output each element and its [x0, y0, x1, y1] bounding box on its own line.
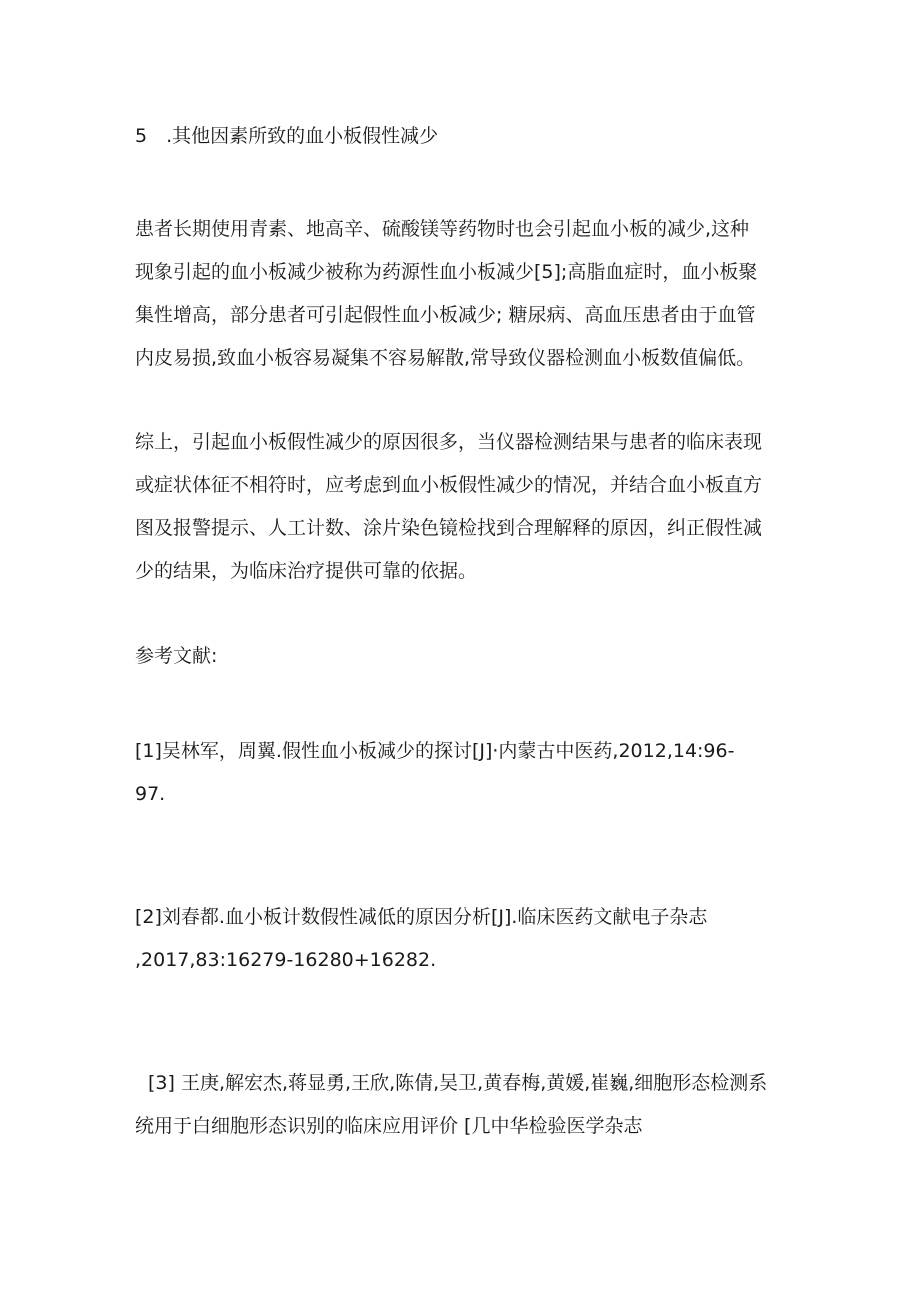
paragraph-line: 内皮易损,致血小板容易凝集不容易解散,常导致仪器检测血小板数值偏低。: [135, 347, 756, 369]
section-heading: 5 .其他因素所致的血小板假性减少: [135, 125, 439, 147]
paragraph-line: 图及报警提示、人工计数、涂片染色镜检找到合理解释的原因，纠正假性减: [135, 517, 763, 539]
paragraph-line: 综上，引起血小板假性减少的原因很多，当仪器检测结果与患者的临床表现: [135, 431, 763, 453]
reference-line: [3] 王庚,解宏杰,蒋显勇,王欣,陈倩,吴卫,黄春梅,黄媛,崔巍,细胞形态检测系: [148, 1072, 768, 1094]
paragraph-line: 现象引起的血小板减少被称为药源性血小板减少[5];高脂血症时，血小板聚: [135, 261, 758, 283]
reference-line: ,2017,83:16279-16280+16282.: [135, 949, 437, 971]
paragraph-line: 少的结果，为临床治疗提供可靠的依据。: [135, 560, 478, 582]
reference-line: [2]刘春都.血小板计数假性减低的原因分析[J].临床医药文献电子杂志: [135, 906, 708, 928]
reference-line: [1]吴林军，周翼.假性血小板减少的探讨[J]·内蒙古中医药,2012,14:96-: [135, 740, 735, 762]
reference-line: 统用于白细胞形态识别的临床应用评价 [几中华检验医学杂志: [135, 1115, 643, 1137]
paragraph-line: 集性增高，部分患者可引起假性血小板减少; 糖尿病、高血压患者由于血管: [135, 304, 756, 326]
references-title: 参考文献:: [135, 645, 218, 667]
paragraph-line: 或症状体征不相符时，应考虑到血小板假性减少的情况，并结合血小板直方: [135, 474, 763, 496]
reference-line: 97.: [135, 783, 166, 805]
paragraph-line: 患者长期使用青素、地高辛、硫酸镁等药物时也会引起血小板的减少,这种: [135, 218, 750, 240]
